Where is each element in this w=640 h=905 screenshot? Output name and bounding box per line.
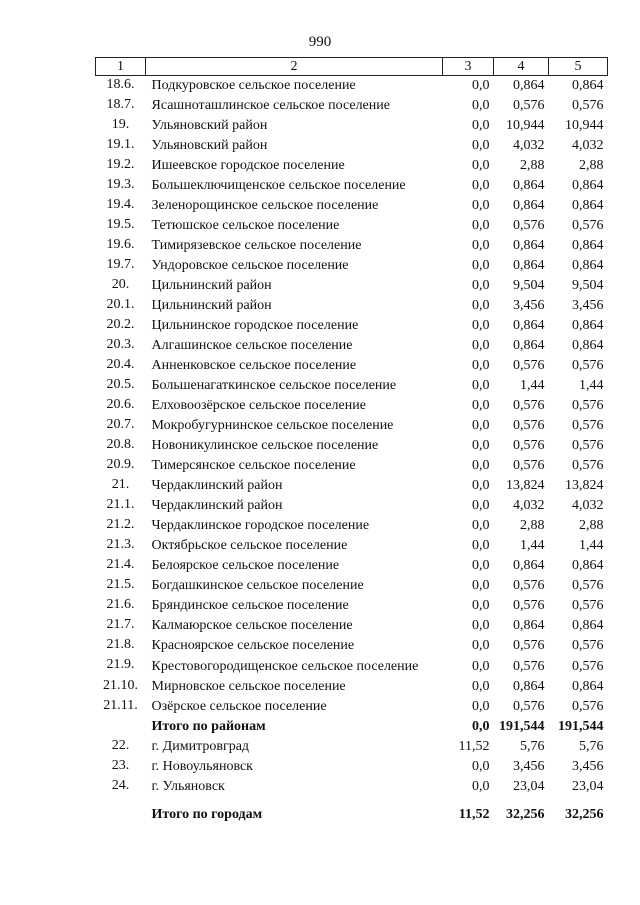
header-col-5: 5 (549, 58, 608, 76)
row-col-4: 0,576 (513, 659, 545, 674)
row-number (96, 717, 146, 737)
row-col-5: 1,44 (579, 378, 604, 393)
row-col-3: 0,0 (472, 719, 490, 734)
row-col-5: 23,04 (572, 779, 604, 794)
row-col-3: 0,0 (472, 458, 490, 473)
row-number: 20. (111, 277, 130, 292)
row-col-4: 0,864 (513, 338, 545, 353)
row-number: 21.2. (106, 517, 135, 532)
row-col-5: 1,44 (579, 538, 604, 553)
row-name: Тимирязевское сельское поселение (151, 238, 362, 253)
row-col-3: 0,0 (472, 98, 490, 113)
row-name: Подкуровское сельское поселение (151, 78, 356, 93)
row-col-5: 0,864 (572, 318, 604, 333)
row-number (96, 797, 146, 825)
row-number: 23. (111, 758, 130, 773)
row-col-4: 0,576 (513, 438, 545, 453)
row-number: 20.1. (106, 297, 135, 312)
row-number: 19.1. (106, 137, 135, 152)
row-col-5: 0,576 (572, 699, 604, 714)
row-number: 21.3. (106, 537, 135, 552)
row-col-5: 0,576 (572, 98, 604, 113)
row-number: 18.6. (106, 77, 135, 92)
row-col-4: 13,824 (506, 478, 545, 493)
row-col-4: 0,864 (513, 78, 545, 93)
row-col-4: 0,576 (513, 578, 545, 593)
row-col-5: 0,864 (572, 338, 604, 353)
row-col-3: 11,52 (458, 739, 490, 754)
row-col-4: 0,864 (513, 178, 545, 193)
row-name: Новоникулинское сельское поселение (151, 438, 379, 453)
row-col-5: 5,76 (579, 739, 604, 754)
row-number: 21.1. (106, 497, 135, 512)
row-name: Тимерсянское сельское поселение (151, 458, 356, 473)
row-name: Красноярское сельское поселение (151, 638, 355, 653)
table-row (96, 757, 608, 777)
table-row (96, 496, 608, 516)
row-number: 18.7. (106, 97, 135, 112)
row-col-5: 0,864 (572, 238, 604, 253)
row-number: 20.7. (106, 417, 135, 432)
row-number: 21.10. (103, 678, 138, 693)
row-col-4: 0,864 (513, 198, 545, 213)
row-col-4: 23,04 (513, 779, 545, 794)
row-col-3: 0,0 (472, 358, 490, 373)
row-col-5: 0,864 (572, 679, 604, 694)
row-name: Чердаклинский район (151, 498, 283, 513)
row-name: Мокробугурнинское сельское поселение (151, 418, 394, 433)
row-col-3: 0,0 (472, 578, 490, 593)
header-col-4: 4 (494, 58, 549, 76)
row-number: 20.8. (106, 437, 135, 452)
row-number: 19.4. (106, 197, 135, 212)
row-number: 19.5. (106, 217, 135, 232)
table-row (96, 256, 608, 276)
row-number: 21.6. (106, 597, 135, 612)
row-number: 21.5. (106, 577, 135, 592)
row-col-4: 0,864 (513, 558, 545, 573)
row-col-4: 0,864 (513, 318, 545, 333)
row-col-3: 0,0 (472, 478, 490, 493)
row-name: Ишеевское городское поселение (151, 158, 345, 173)
table-row (96, 316, 608, 336)
row-name: Ясашноташлинское сельское поселение (151, 98, 390, 113)
row-col-5: 0,576 (572, 659, 604, 674)
row-col-4: 4,032 (513, 498, 545, 513)
row-name: Озёрское сельское поселение (151, 699, 327, 714)
row-col-5: 3,456 (572, 298, 604, 313)
row-col-5: 0,864 (572, 178, 604, 193)
row-number: 20.6. (106, 397, 135, 412)
total-row (96, 717, 608, 737)
row-name: Цильнинское городское поселение (151, 318, 359, 333)
row-number: 21.7. (106, 617, 135, 632)
row-col-3: 0,0 (472, 318, 490, 333)
table-row (96, 536, 608, 556)
row-name: Алгашинское сельское поселение (151, 338, 353, 353)
row-col-3: 0,0 (472, 498, 490, 513)
row-name: Тетюшское сельское поселение (151, 218, 340, 233)
table-row (96, 436, 608, 456)
row-col-4: 0,576 (513, 418, 545, 433)
table-row (96, 196, 608, 216)
row-col-4: 1,44 (520, 538, 545, 553)
row-number: 20.9. (106, 457, 135, 472)
row-col-3: 0,0 (472, 118, 490, 133)
row-number: 19.6. (106, 237, 135, 252)
header-col-3: 3 (443, 58, 494, 76)
row-name: Чердаклинский район (151, 478, 283, 493)
row-col-3: 0,0 (472, 638, 490, 653)
row-name: Итого по районам (151, 719, 266, 734)
row-col-5: 0,864 (572, 258, 604, 273)
row-col-5: 4,032 (572, 138, 604, 153)
row-name: Ундоровское сельское поселение (151, 258, 349, 273)
row-col-3: 0,0 (472, 378, 490, 393)
row-col-4: 3,456 (513, 759, 545, 774)
row-col-3: 0,0 (472, 618, 490, 633)
row-number: 19.7. (106, 257, 135, 272)
row-name: г. Димитровград (151, 739, 250, 754)
row-col-5: 0,576 (572, 598, 604, 613)
row-col-3: 0,0 (472, 198, 490, 213)
table-row (96, 176, 608, 196)
row-name: Цильнинский район (151, 278, 272, 293)
row-col-4: 1,44 (520, 378, 545, 393)
row-name: Крестовогородищенское сельское поселение (151, 659, 419, 674)
row-col-3: 0,0 (472, 298, 490, 313)
row-col-5: 0,576 (572, 218, 604, 233)
row-number: 20.2. (106, 317, 135, 332)
row-col-5: 0,576 (572, 418, 604, 433)
row-name: Цильнинский район (151, 298, 272, 313)
row-col-3: 0,0 (472, 158, 490, 173)
row-col-5: 32,256 (565, 807, 604, 822)
table-row (96, 636, 608, 656)
row-col-3: 0,0 (472, 598, 490, 613)
row-col-4: 0,864 (513, 618, 545, 633)
row-col-3: 0,0 (472, 418, 490, 433)
table-row (96, 476, 608, 496)
row-col-4: 2,88 (520, 518, 545, 533)
row-name: Октябрьское сельское поселение (151, 538, 348, 553)
row-col-3: 0,0 (472, 278, 490, 293)
row-name: Чердаклинское городское поселение (151, 518, 370, 533)
row-name: Итого по городам (151, 807, 263, 822)
row-col-4: 32,256 (506, 807, 545, 822)
table-row (96, 516, 608, 536)
row-col-4: 0,576 (513, 218, 545, 233)
table-row (96, 296, 608, 316)
row-col-3: 0,0 (472, 338, 490, 353)
row-number: 21.11. (103, 698, 138, 713)
row-number: 21.4. (106, 557, 135, 572)
row-col-4: 0,864 (513, 679, 545, 694)
row-col-5: 3,456 (572, 759, 604, 774)
table-row (96, 356, 608, 376)
row-col-4: 4,032 (513, 138, 545, 153)
row-col-5: 0,864 (572, 558, 604, 573)
row-col-4: 10,944 (506, 118, 545, 133)
row-col-5: 191,544 (558, 719, 604, 734)
table-row (96, 737, 608, 757)
row-col-4: 0,576 (513, 98, 545, 113)
row-col-5: 0,576 (572, 358, 604, 373)
row-col-5: 0,576 (572, 438, 604, 453)
table-row (96, 596, 608, 616)
row-name: г. Новоульяновск (151, 759, 253, 774)
row-number: 19. (111, 117, 130, 132)
row-name: Калмаюрское сельское поселение (151, 618, 353, 633)
row-number: 20.4. (106, 357, 135, 372)
row-col-5: 0,864 (572, 618, 604, 633)
row-col-4: 0,576 (513, 598, 545, 613)
table-row (96, 376, 608, 396)
row-name: Богдашкинское сельское поселение (151, 578, 364, 593)
row-col-3: 0,0 (472, 218, 490, 233)
table-row (96, 156, 608, 176)
row-col-5: 10,944 (565, 118, 604, 133)
row-col-5: 0,576 (572, 458, 604, 473)
table-row (96, 96, 608, 116)
table-row (96, 697, 608, 717)
table-row (96, 576, 608, 596)
table-row (96, 456, 608, 476)
table-row (96, 136, 608, 156)
row-col-3: 0,0 (472, 438, 490, 453)
table-row (96, 416, 608, 436)
row-name: Ульяновский район (151, 138, 268, 153)
page-number: 990 (308, 34, 332, 50)
row-col-3: 0,0 (472, 398, 490, 413)
row-col-4: 5,76 (520, 739, 545, 754)
table-row (96, 556, 608, 576)
row-col-3: 0,0 (472, 679, 490, 694)
row-number: 21.9. (106, 657, 135, 672)
table-row (96, 777, 608, 797)
row-col-3: 0,0 (472, 78, 490, 93)
row-name: г. Ульяновск (151, 779, 225, 794)
row-name: Зеленорощинское сельское поселение (151, 198, 379, 213)
row-col-4: 191,544 (499, 719, 545, 734)
row-name: Большенагаткинское сельское поселение (151, 378, 397, 393)
row-number: 20.5. (106, 377, 135, 392)
table-body (96, 76, 608, 826)
row-name: Анненковское сельское поселение (151, 358, 357, 373)
row-col-3: 0,0 (472, 538, 490, 553)
row-col-5: 9,504 (572, 278, 604, 293)
row-name: Мирновское сельское поселение (151, 679, 346, 694)
row-number: 24. (111, 778, 130, 793)
table-row (96, 276, 608, 296)
row-col-4: 9,504 (513, 278, 545, 293)
table-row (96, 616, 608, 636)
row-col-4: 0,576 (513, 398, 545, 413)
row-col-3: 0,0 (472, 238, 490, 253)
row-number: 19.2. (106, 157, 135, 172)
row-col-3: 0,0 (472, 258, 490, 273)
row-col-5: 0,864 (572, 78, 604, 93)
row-col-3: 0,0 (472, 699, 490, 714)
total-row (96, 797, 608, 825)
row-name: Бряндинское сельское поселение (151, 598, 349, 613)
row-col-3: 11,52 (458, 807, 490, 822)
row-col-4: 0,576 (513, 638, 545, 653)
row-col-4: 0,864 (513, 238, 545, 253)
table-row (96, 677, 608, 697)
row-col-3: 0,0 (472, 518, 490, 533)
row-col-3: 0,0 (472, 779, 490, 794)
row-col-4: 0,576 (513, 699, 545, 714)
row-name: Большеключищенское сельское поселение (151, 178, 406, 193)
table-row (96, 236, 608, 256)
row-name: Ульяновский район (151, 118, 268, 133)
row-col-4: 0,576 (513, 458, 545, 473)
header-col-2: 2 (146, 58, 443, 76)
row-col-3: 0,0 (472, 659, 490, 674)
table-header (96, 58, 608, 76)
row-col-5: 0,864 (572, 198, 604, 213)
row-col-4: 0,864 (513, 258, 545, 273)
row-col-3: 0,0 (472, 759, 490, 774)
row-col-5: 0,576 (572, 398, 604, 413)
row-col-5: 4,032 (572, 498, 604, 513)
row-number: 20.3. (106, 337, 135, 352)
row-name: Елховоозёрское сельское поселение (151, 398, 366, 413)
row-col-3: 0,0 (472, 138, 490, 153)
row-number: 22. (111, 738, 130, 753)
table-row (96, 396, 608, 416)
row-col-5: 2,88 (579, 158, 604, 173)
data-table (95, 57, 608, 825)
row-col-4: 2,88 (520, 158, 545, 173)
row-name: Белоярское сельское поселение (151, 558, 340, 573)
row-col-5: 0,576 (572, 638, 604, 653)
row-col-5: 0,576 (572, 578, 604, 593)
row-col-3: 0,0 (472, 178, 490, 193)
header-row (96, 58, 608, 76)
row-number: 21. (111, 477, 130, 492)
row-number: 19.3. (106, 177, 135, 192)
table-row (96, 336, 608, 356)
row-col-3: 0,0 (472, 558, 490, 573)
table-row (96, 656, 608, 677)
table-row (96, 116, 608, 136)
row-col-4: 3,456 (513, 298, 545, 313)
row-col-5: 13,824 (565, 478, 604, 493)
header-col-1: 1 (96, 58, 146, 76)
table-row (96, 216, 608, 236)
row-col-5: 2,88 (579, 518, 604, 533)
row-number: 21.8. (106, 637, 135, 652)
row-col-4: 0,576 (513, 358, 545, 373)
table-row (96, 76, 608, 97)
